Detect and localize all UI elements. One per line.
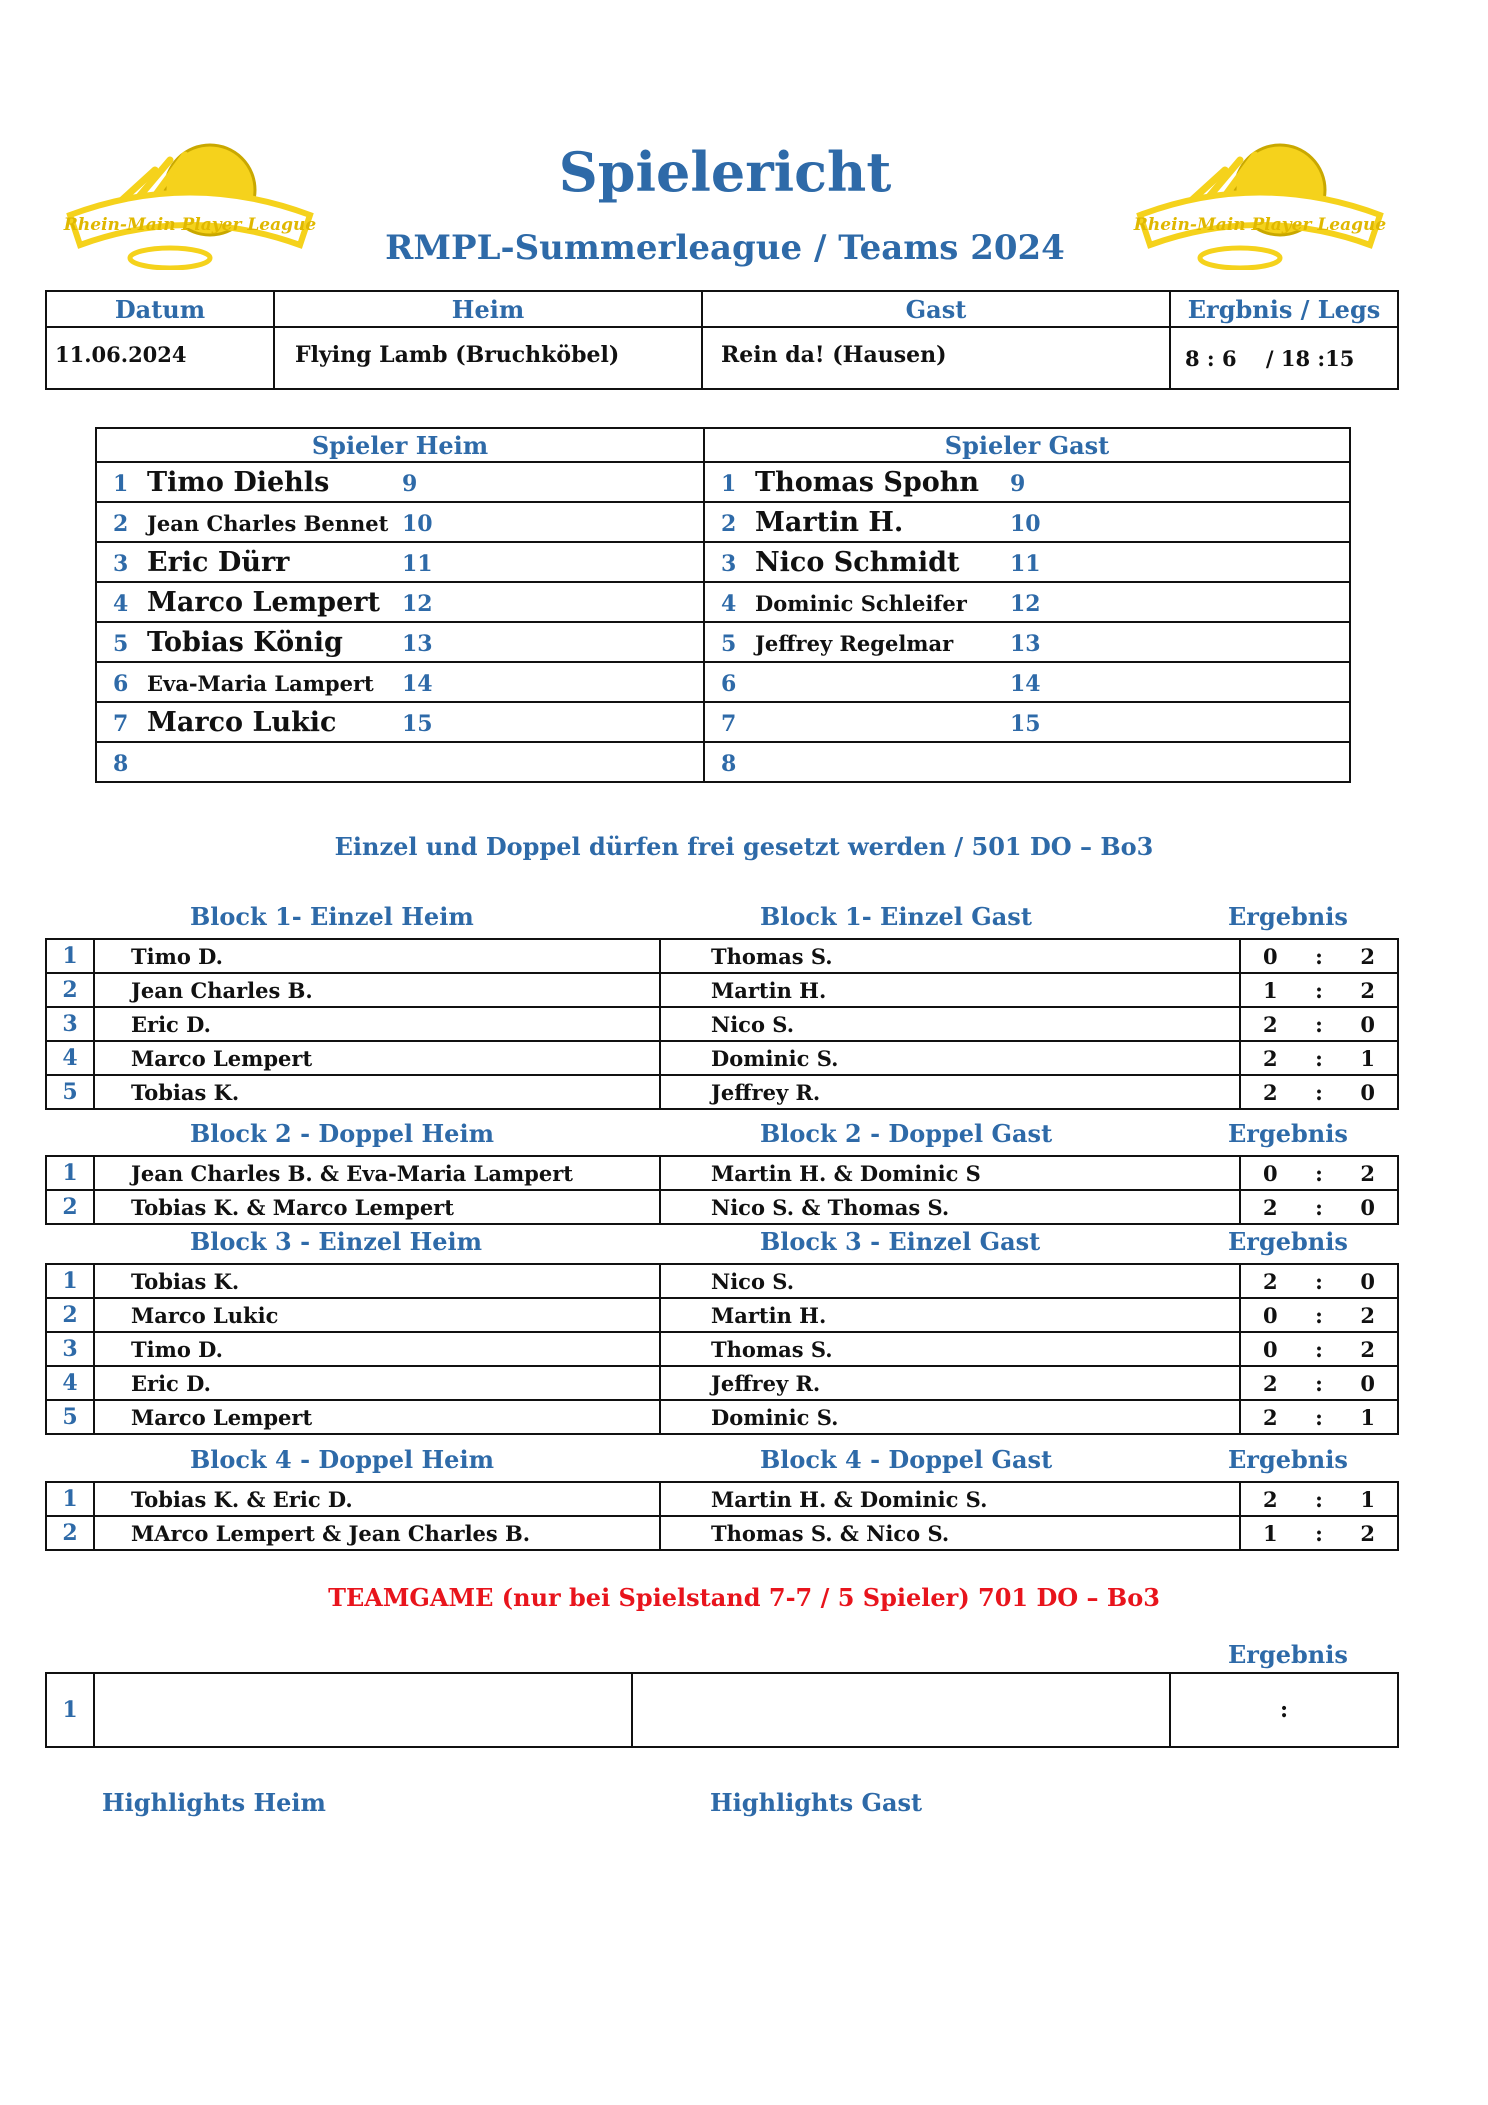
- score-home: 1: [1263, 977, 1278, 1003]
- guest-player-number-2: 9: [1010, 471, 1026, 497]
- block-home-label: Block 1- Einzel Heim: [190, 902, 474, 931]
- row-score: [1240, 1366, 1398, 1400]
- row-number: 4: [46, 1366, 94, 1400]
- score-guest: 1: [1360, 1404, 1375, 1430]
- score-home: 2: [1263, 1268, 1278, 1294]
- home-player-number: 7: [113, 711, 129, 737]
- teamgame-ergebnis: Ergebnis: [1228, 1640, 1348, 1669]
- row-home-player: Tobias K. & Marco Lempert: [94, 1190, 660, 1224]
- score-home: 2: [1263, 1486, 1278, 1512]
- row-guest-player: Nico S.: [660, 1264, 1240, 1298]
- score-home: 0: [1263, 943, 1278, 969]
- player-row: [96, 462, 1350, 502]
- home-player-number: 8: [113, 751, 129, 777]
- row-number: 5: [46, 1400, 94, 1434]
- home-player-name: Tobias König: [147, 627, 343, 658]
- row-guest-player: Martin H. & Dominic S.: [660, 1482, 1240, 1516]
- score-guest: 0: [1360, 1011, 1375, 1037]
- guest-player-cell: [704, 742, 1350, 782]
- row-guest-player: Dominic S.: [660, 1041, 1240, 1075]
- home-player-number: 6: [113, 671, 129, 697]
- home-player-cell: [96, 582, 704, 622]
- score-guest: 2: [1360, 943, 1375, 969]
- score-sep: :: [1315, 1268, 1323, 1294]
- score-sep: :: [1315, 1194, 1323, 1220]
- guest-player-number: 1: [721, 471, 737, 497]
- row-guest-player: Dominic S.: [660, 1400, 1240, 1434]
- guest-player-cell: [704, 622, 1350, 662]
- score-home: 0: [1263, 1336, 1278, 1362]
- row-home-player: Marco Lempert: [94, 1400, 660, 1434]
- home-player-cell: [96, 702, 704, 742]
- block-home-label: Block 2 - Doppel Heim: [190, 1119, 494, 1148]
- home-player-cell: [96, 742, 704, 782]
- row-guest-player: Nico S.: [660, 1007, 1240, 1041]
- score-home: 1: [1263, 1520, 1278, 1546]
- row-number: 2: [46, 1298, 94, 1332]
- row-home-player: Tobias K. & Eric D.: [94, 1482, 660, 1516]
- home-player-cell: [96, 462, 704, 502]
- score-home: 2: [1263, 1079, 1278, 1105]
- match-result: 8 : 6 / 18 :15: [1170, 327, 1398, 389]
- score-home: 2: [1263, 1194, 1278, 1220]
- home-player-name: Marco Lukic: [147, 707, 337, 738]
- match-row: [46, 1332, 1398, 1366]
- players-home-header: Spieler Heim: [96, 428, 704, 462]
- score-sep: :: [1315, 943, 1323, 969]
- guest-player-name: Dominic Schleifer: [755, 591, 967, 616]
- row-score: [1240, 1007, 1398, 1041]
- row-guest-player: Jeffrey R.: [660, 1075, 1240, 1109]
- match-row: [46, 1366, 1398, 1400]
- block-table: [45, 1481, 1399, 1551]
- row-number: 2: [46, 973, 94, 1007]
- score-sep: :: [1315, 977, 1323, 1003]
- row-guest-player: Jeffrey R.: [660, 1366, 1240, 1400]
- block-home-label: Block 3 - Einzel Heim: [190, 1227, 483, 1256]
- row-score: [1240, 1298, 1398, 1332]
- home-player-number-2: 12: [402, 591, 433, 617]
- guest-player-number: 7: [721, 711, 737, 737]
- score-sep: :: [1315, 1520, 1323, 1546]
- page-title: Spielericht: [558, 140, 892, 204]
- block-guest-label: Block 3 - Einzel Gast: [760, 1227, 1041, 1256]
- page-subtitle: RMPL-Summerleague / Teams 2024: [385, 228, 1065, 268]
- teamgame-home-cell: [94, 1673, 632, 1747]
- row-number: 3: [46, 1332, 94, 1366]
- home-player-number-2: 15: [402, 711, 433, 737]
- guest-player-cell: [704, 502, 1350, 542]
- match-row: [46, 1516, 1398, 1550]
- score-sep: :: [1315, 1404, 1323, 1430]
- row-home-player: Marco Lempert: [94, 1041, 660, 1075]
- player-row: [96, 542, 1350, 582]
- guest-player-number-2: 15: [1010, 711, 1041, 737]
- row-home-player: MArco Lempert & Jean Charles B.: [94, 1516, 660, 1550]
- guest-player-number: 6: [721, 671, 737, 697]
- score-sep: :: [1315, 1160, 1323, 1186]
- row-number: 3: [46, 1007, 94, 1041]
- match-row: [46, 1190, 1398, 1224]
- row-home-player: Eric D.: [94, 1366, 660, 1400]
- block-home-label: Block 4 - Doppel Heim: [190, 1445, 494, 1474]
- row-score: [1240, 1041, 1398, 1075]
- logo-text: Rhein-Main Player League: [63, 215, 317, 235]
- block-ergebnis-label: Ergebnis: [1228, 902, 1348, 931]
- home-player-number: 3: [113, 551, 129, 577]
- score-guest: 1: [1360, 1486, 1375, 1512]
- guest-player-number-2: 10: [1010, 511, 1041, 537]
- score-guest: 2: [1360, 1302, 1375, 1328]
- row-home-player: Tobias K.: [94, 1075, 660, 1109]
- block-ergebnis-label: Ergebnis: [1228, 1445, 1348, 1474]
- highlights-guest: Highlights Gast: [710, 1788, 923, 1817]
- block-table: [45, 1155, 1399, 1225]
- row-home-player: Jean Charles B. & Eva-Maria Lampert: [94, 1156, 660, 1190]
- score-sep: :: [1315, 1486, 1323, 1512]
- league-logo-right: [1130, 130, 1390, 270]
- teamgame-table: [45, 1672, 1399, 1748]
- match-row: [46, 1298, 1398, 1332]
- row-score: [1240, 1400, 1398, 1434]
- guest-player-name: Martin H.: [755, 507, 904, 538]
- match-row: [46, 1041, 1398, 1075]
- row-guest-player: Martin H.: [660, 973, 1240, 1007]
- match-row: [46, 973, 1398, 1007]
- row-score: [1240, 1516, 1398, 1550]
- home-player-name: Marco Lempert: [147, 587, 380, 618]
- guest-player-number: 4: [721, 591, 737, 617]
- row-guest-player: Nico S. & Thomas S.: [660, 1190, 1240, 1224]
- row-score: [1240, 1482, 1398, 1516]
- score-home: 0: [1263, 1302, 1278, 1328]
- home-player-name: Eva-Maria Lampert: [147, 671, 374, 696]
- guest-player-cell: [704, 582, 1350, 622]
- score-guest: 0: [1360, 1079, 1375, 1105]
- score-guest: 2: [1360, 977, 1375, 1003]
- row-score: [1240, 939, 1398, 973]
- guest-player-number: 8: [721, 751, 737, 777]
- row-home-player: Jean Charles B.: [94, 973, 660, 1007]
- player-row: [96, 502, 1350, 542]
- row-home-player: Marco Lukic: [94, 1298, 660, 1332]
- score-guest: 1: [1360, 1045, 1375, 1071]
- score-home: 2: [1263, 1011, 1278, 1037]
- guest-player-number: 5: [721, 631, 737, 657]
- match-row: [46, 1264, 1398, 1298]
- row-number: 2: [46, 1190, 94, 1224]
- teamgame-number: 1: [46, 1673, 94, 1747]
- teamgame-score: :: [1170, 1673, 1398, 1747]
- row-score: [1240, 1332, 1398, 1366]
- guest-player-number: 3: [721, 551, 737, 577]
- player-row: [96, 582, 1350, 622]
- home-player-number-2: 11: [402, 551, 433, 577]
- match-guest: Rein da! (Hausen): [702, 327, 1170, 389]
- match-row: [46, 1482, 1398, 1516]
- match-row: [46, 1007, 1398, 1041]
- score-home: 2: [1263, 1404, 1278, 1430]
- row-guest-player: Thomas S.: [660, 1332, 1240, 1366]
- guest-player-cell: [704, 702, 1350, 742]
- match-row: [46, 939, 1398, 973]
- match-date: 11.06.2024: [46, 327, 274, 389]
- guest-player-number-2: 11: [1010, 551, 1041, 577]
- row-home-player: Tobias K.: [94, 1264, 660, 1298]
- row-score: [1240, 973, 1398, 1007]
- row-score: [1240, 1264, 1398, 1298]
- row-guest-player: Martin H. & Dominic S: [660, 1156, 1240, 1190]
- guest-player-number-2: 13: [1010, 631, 1041, 657]
- score-guest: 2: [1360, 1520, 1375, 1546]
- players-guest-header: Spieler Gast: [704, 428, 1350, 462]
- row-score: [1240, 1190, 1398, 1224]
- col-gast: Gast: [702, 291, 1170, 327]
- player-row: [96, 742, 1350, 782]
- guest-player-name: Jeffrey Regelmar: [755, 631, 954, 656]
- player-row: [96, 702, 1350, 742]
- match-home: Flying Lamb (Bruchköbel): [274, 327, 702, 389]
- row-home-player: Timo D.: [94, 939, 660, 973]
- score-home: 2: [1263, 1045, 1278, 1071]
- home-player-name: Eric Dürr: [147, 547, 290, 578]
- block-guest-label: Block 1- Einzel Gast: [760, 902, 1032, 931]
- home-player-number-2: 9: [402, 471, 418, 497]
- score-home: 2: [1263, 1370, 1278, 1396]
- rules-note: Einzel und Doppel dürfen frei gesetzt werden / 501 DO – Bo3: [334, 832, 1154, 861]
- block-ergebnis-label: Ergebnis: [1228, 1119, 1348, 1148]
- row-guest-player: Martin H.: [660, 1298, 1240, 1332]
- home-player-cell: [96, 622, 704, 662]
- block-ergebnis-label: Ergebnis: [1228, 1227, 1348, 1256]
- match-row: [46, 1400, 1398, 1434]
- score-sep: :: [1315, 1079, 1323, 1105]
- col-datum: Datum: [46, 291, 274, 327]
- guest-player-number: 2: [721, 511, 737, 537]
- highlights-home: Highlights Heim: [102, 1788, 326, 1817]
- match-row: [46, 1156, 1398, 1190]
- guest-player-number-2: 14: [1010, 671, 1041, 697]
- score-sep: :: [1315, 1370, 1323, 1396]
- home-player-cell: [96, 542, 704, 582]
- home-player-number: 1: [113, 471, 129, 497]
- guest-player-cell: [704, 462, 1350, 502]
- row-guest-player: Thomas S.: [660, 939, 1240, 973]
- logo-text: Rhein-Main Player League: [1133, 215, 1387, 235]
- home-player-name: Timo Diehls: [147, 467, 330, 498]
- row-number: 4: [46, 1041, 94, 1075]
- guest-player-cell: [704, 662, 1350, 702]
- row-score: [1240, 1156, 1398, 1190]
- score-sep: :: [1315, 1011, 1323, 1037]
- row-number: 1: [46, 939, 94, 973]
- match-table: [45, 290, 1399, 390]
- row-score: [1240, 1075, 1398, 1109]
- home-player-name: Jean Charles Bennet: [147, 511, 389, 536]
- score-sep: :: [1315, 1045, 1323, 1071]
- guest-player-number-2: 12: [1010, 591, 1041, 617]
- guest-player-name: Thomas Spohn: [755, 467, 980, 498]
- row-number: 1: [46, 1264, 94, 1298]
- score-guest: 0: [1360, 1268, 1375, 1294]
- home-player-cell: [96, 662, 704, 702]
- block-table: [45, 938, 1399, 1110]
- row-guest-player: Thomas S. & Nico S.: [660, 1516, 1240, 1550]
- home-player-number: 2: [113, 511, 129, 537]
- score-sep: :: [1315, 1302, 1323, 1328]
- home-player-cell: [96, 502, 704, 542]
- home-player-number-2: 14: [402, 671, 433, 697]
- teamgame-label: TEAMGAME (nur bei Spielstand 7-7 / 5 Spieler) 701 DO – Bo3: [328, 1583, 1160, 1612]
- score-guest: 0: [1360, 1370, 1375, 1396]
- block-table: [45, 1263, 1399, 1435]
- home-player-number: 5: [113, 631, 129, 657]
- guest-player-cell: [704, 542, 1350, 582]
- row-home-player: Eric D.: [94, 1007, 660, 1041]
- block-guest-label: Block 4 - Doppel Gast: [760, 1445, 1053, 1474]
- score-guest: 0: [1360, 1194, 1375, 1220]
- score-home: 0: [1263, 1160, 1278, 1186]
- score-guest: 2: [1360, 1336, 1375, 1362]
- home-player-number-2: 10: [402, 511, 433, 537]
- row-home-player: Timo D.: [94, 1332, 660, 1366]
- home-player-number: 4: [113, 591, 129, 617]
- row-number: 5: [46, 1075, 94, 1109]
- score-sep: :: [1315, 1336, 1323, 1362]
- score-guest: 2: [1360, 1160, 1375, 1186]
- teamgame-guest-cell: [632, 1673, 1170, 1747]
- home-player-number-2: 13: [402, 631, 433, 657]
- match-row: [46, 1075, 1398, 1109]
- col-ergebnis: Ergbnis / Legs: [1170, 291, 1398, 327]
- block-guest-label: Block 2 - Doppel Gast: [760, 1119, 1053, 1148]
- players-table: [95, 427, 1351, 783]
- row-number: 1: [46, 1482, 94, 1516]
- guest-player-name: Nico Schmidt: [755, 547, 960, 578]
- col-heim: Heim: [274, 291, 702, 327]
- league-logo-left: [60, 130, 320, 270]
- row-number: 1: [46, 1156, 94, 1190]
- player-row: [96, 662, 1350, 702]
- row-number: 2: [46, 1516, 94, 1550]
- player-row: [96, 622, 1350, 662]
